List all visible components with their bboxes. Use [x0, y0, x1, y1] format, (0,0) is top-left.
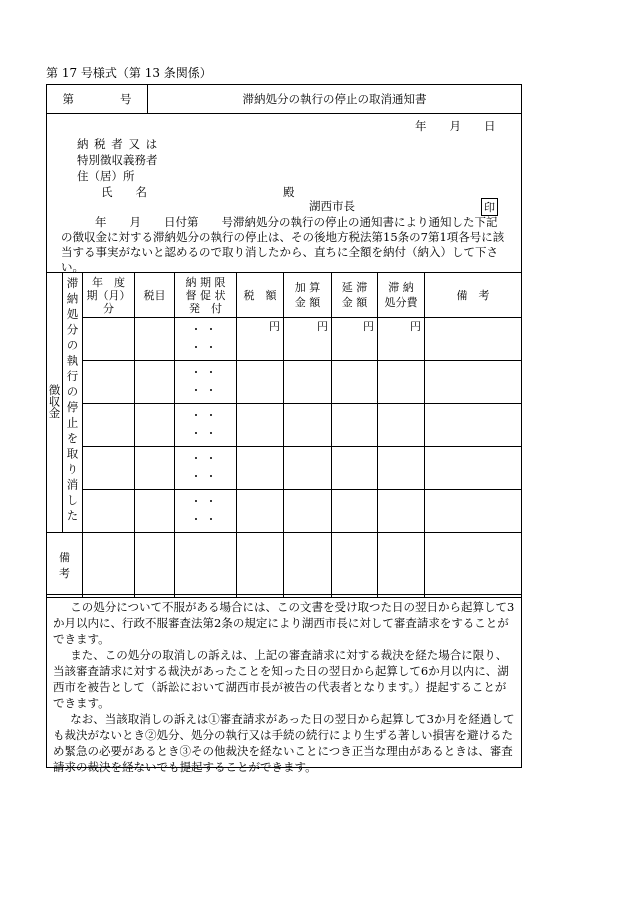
- table-row: ・・ ・・: [47, 361, 522, 404]
- note-paragraph-1: この処分について不服がある場合には、この文書を受け取つた日の翌日から起算して3か月以内に、行政不服審査法第2条の規定により湖西市長に対して審査請求をすることができます。: [53, 600, 515, 646]
- cell-add-yen: 円: [284, 318, 332, 361]
- table-row: ・・ ・・: [47, 447, 522, 490]
- col-additional: 加 算 金 額: [284, 273, 332, 318]
- cell-item: [135, 318, 175, 361]
- col-tax-item: 税目: [135, 273, 175, 318]
- table-row: ・・ ・・: [47, 404, 522, 447]
- taxpayer-label-2: 特別徴収義務者: [77, 153, 158, 167]
- tax-table: [46, 272, 522, 598]
- remarks-label: 備 考: [47, 533, 83, 598]
- body-line-2: の徴収金に対する滞納処分の執行の停止は、その後地方税法第15条の7第1項各号に該: [61, 230, 505, 244]
- body-line-1: 年 月 日付第 号滞納処分の執行の停止の通知書により通知した下記: [95, 215, 498, 229]
- side-label-cancel: 滞納処分の執行の停止を取り消した: [63, 273, 83, 533]
- document-title: 滞納処分の執行の停止の取消通知書: [148, 85, 522, 114]
- note-paragraph-3: なお、当該取消しの訴えは①審査請求があった日の翌日から起算して3か月を経過しても裁決がないとき②処分、処分の執行又は手続の続行により生ずる著しい損害を避けるため緊急の必要があるとき③その他裁決を経ないことにつき正当な理由があるときは、審査請求の裁決を経ないでも提起することができます。: [53, 712, 515, 774]
- body-line-4: い。: [61, 260, 84, 274]
- cell-tax-yen: 円: [237, 318, 284, 361]
- note-paragraph-2: また、この処分の取消しの訴えは、上記の審査請求に対する裁決を経た場合に限り、当該審査請求に対する裁決があったことを知った日の翌日から起算して6か月以内に、湖西市を被告として（訴訟において湖西市長が被告の代表者となります。）提起することができます。: [53, 648, 509, 710]
- seal-text: 印: [481, 198, 498, 216]
- header-table: [46, 84, 522, 114]
- taxpayer-label-1: 納 税 者 又 は: [77, 137, 159, 151]
- cell-due: ・・ ・・: [175, 318, 237, 361]
- col-year: 年 度 期（月） 分: [83, 273, 135, 318]
- table-row: ・・ ・・: [47, 490, 522, 533]
- cell-delay-yen: 円: [332, 318, 378, 361]
- col-note: 備 考: [425, 273, 522, 318]
- col-disposal-fee: 滞 納 処分費: [378, 273, 425, 318]
- appeal-notes: [46, 594, 522, 774]
- notice-number-label: 第 号: [47, 85, 148, 114]
- col-delinquency: 延 滞 金 額: [332, 273, 378, 318]
- col-tax-amount: 税 額: [237, 273, 284, 318]
- cell-note: [425, 318, 522, 361]
- honorific: 殿: [283, 185, 295, 199]
- remarks-cell: [83, 533, 135, 598]
- name-label: 氏 名: [101, 185, 147, 199]
- cell-year: [83, 318, 135, 361]
- col-due-date: 納 期 限 督 促 状 発 付: [175, 273, 237, 318]
- cell-fee-yen: 円: [378, 318, 425, 361]
- issue-date: 年 月 日: [415, 119, 496, 133]
- side-label-collection: 徴収金: [47, 273, 63, 533]
- residence-label: 住（居）所: [77, 169, 135, 183]
- body-line-3: 当する事実がないと認めるので取り消したから、直ちに全額を納付（納入）して下さ: [61, 245, 498, 259]
- form-number: 第 17 号様式（第 13 条関係）: [46, 66, 212, 80]
- address-block: [46, 112, 522, 272]
- table-row: [47, 318, 522, 361]
- issuer-name: 湖西市長: [309, 199, 355, 213]
